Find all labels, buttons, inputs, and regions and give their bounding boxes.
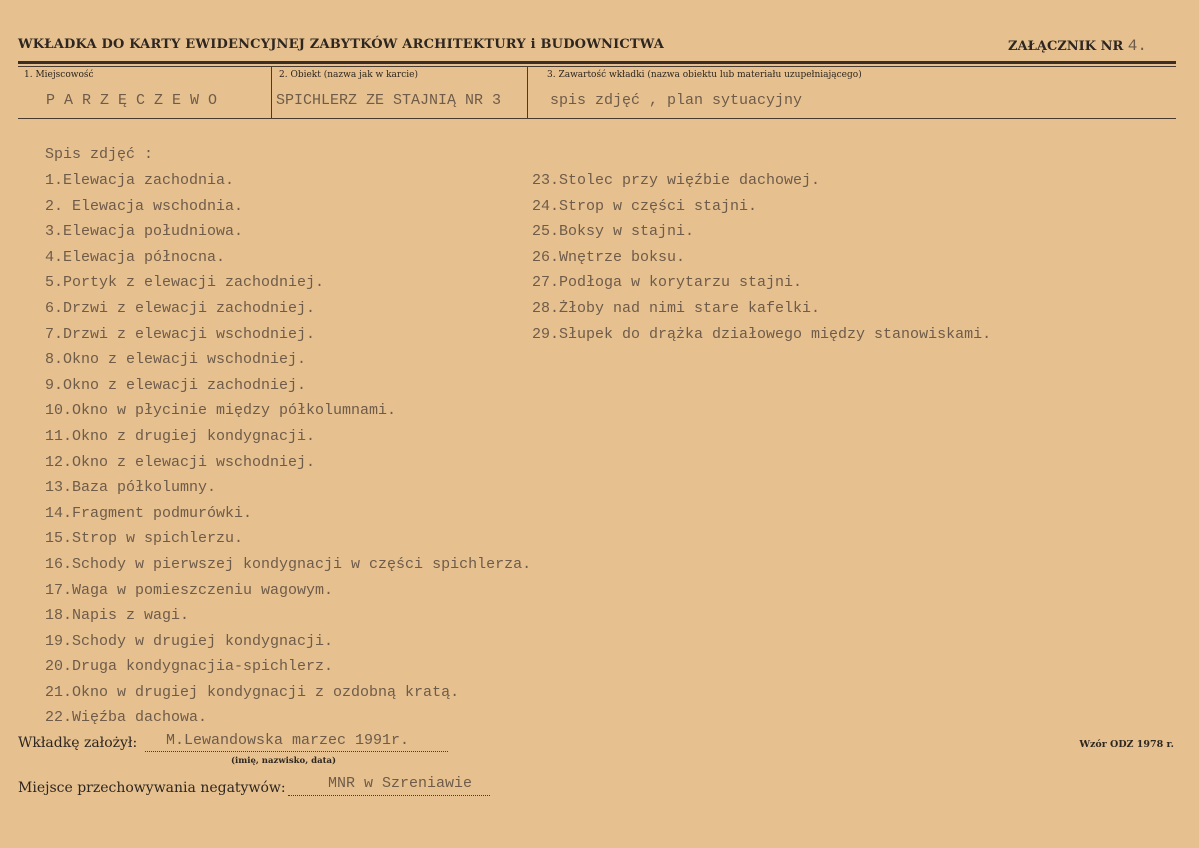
photo-list-item: 2. Elewacja wschodnia. <box>45 197 244 215</box>
locality-label: 1. Miejscowość <box>24 70 94 80</box>
photo-list-item: 4.Elewacja północna. <box>45 248 226 266</box>
storage-label: Miejsce przechowywania negatywów: <box>18 780 286 796</box>
content-label: 3. Zawartość wkładki (nazwa obiektu lub materiału uzupełniającego) <box>547 70 862 80</box>
locality-value: PARZĘCZEWO <box>46 92 227 109</box>
photo-list-item: 7.Drzwi z elewacji wschodniej. <box>45 325 316 343</box>
card-title: WKŁADKA DO KARTY EWIDENCYJNEJ ZABYTKÓW ARCHITEKTURY i BUDOWNICTWA <box>18 37 665 52</box>
photo-list-item: 11.Okno z drugiej kondygnacji. <box>45 427 316 445</box>
photo-list-item: 20.Druga kondygnacjia-spichlerz. <box>45 658 334 676</box>
column-divider-2 <box>527 66 528 119</box>
photo-list-left <box>45 168 531 731</box>
photo-list-item: 18.Napis z wagi. <box>45 607 190 625</box>
author-label: Wkładkę założył: <box>18 735 138 751</box>
photo-list-heading: Spis zdjęć : <box>45 146 154 163</box>
storage-value: MNR w Szreniawie <box>328 775 473 792</box>
photo-list-item: 1.Elewacja zachodnia. <box>45 172 235 189</box>
column-divider-1 <box>271 66 272 119</box>
storage-dotted-line <box>288 795 490 796</box>
photo-list-item: 6.Drzwi z elewacji zachodniej. <box>45 299 316 317</box>
author-note: (imię, nazwisko, data) <box>231 756 337 766</box>
photo-list-item: 29.Słupek do drążka działowego między stanowiskami. <box>532 325 992 343</box>
template-code: Wzór ODZ 1978 r. <box>1079 739 1174 750</box>
header-rule-top <box>18 61 1176 64</box>
photo-list-item: 19.Schody w drugiej kondygnacji. <box>45 632 334 650</box>
photo-list-item: 28.Żłoby nad nimi stare kafelki. <box>532 299 821 317</box>
photo-list-item: 10.Okno w płycinie między półkolumnami. <box>45 402 397 420</box>
photo-list-item: 3.Elewacja południowa. <box>45 223 244 241</box>
photo-list-item: 12.Okno z elewacji wschodniej. <box>45 453 316 471</box>
photo-list-item: 9.Okno z elewacji zachodniej. <box>45 376 307 394</box>
annex-label-text: ZAŁĄCZNIK NR <box>1008 39 1124 54</box>
photo-list-item: 8.Okno z elewacji wschodniej. <box>45 351 307 369</box>
author-value: M.Lewandowska marzec 1991r. <box>166 732 410 749</box>
annex-label <box>1008 37 1147 55</box>
author-dotted-line <box>145 751 448 752</box>
header-rule-inner <box>18 66 1176 67</box>
header-rule-bottom <box>18 118 1176 119</box>
photo-list-item: 15.Strop w spichlerzu. <box>45 530 244 548</box>
photo-list-item: 24.Strop w części stajni. <box>532 197 758 215</box>
photo-list-item: 26.Wnętrze boksu. <box>532 248 686 266</box>
photo-list-item: 27.Podłoga w korytarzu stajni. <box>532 274 803 292</box>
photo-list-item: 22.Więźba dachowa. <box>45 709 208 727</box>
object-label: 2. Obiekt (nazwa jak w karcie) <box>279 70 418 80</box>
photo-list-item: 25.Boksy w stajni. <box>532 223 695 241</box>
photo-list-right <box>532 168 991 347</box>
photo-list-item: 14.Fragment podmurówki. <box>45 504 253 522</box>
photo-list-item: 13.Baza półkolumny. <box>45 479 217 497</box>
photo-list-item: 5.Portyk z elewacji zachodniej. <box>45 274 325 292</box>
photo-list-item: 21.Okno w drugiej kondygnacji z ozdobną kratą. <box>45 683 460 701</box>
content-value: spis zdjęć , plan sytuacyjny <box>550 92 803 109</box>
annex-number: 4. <box>1127 37 1147 55</box>
photo-list-item: 17.Waga w pomieszczeniu wagowym. <box>45 581 334 599</box>
object-value: SPICHLERZ ZE STAJNIĄ NR 3 <box>276 92 502 109</box>
photo-list-item: 16.Schody w pierwszej kondygnacji w części spichlerza. <box>45 555 532 573</box>
photo-list-item: 23.Stolec przy więźbie dachowej. <box>532 172 821 189</box>
